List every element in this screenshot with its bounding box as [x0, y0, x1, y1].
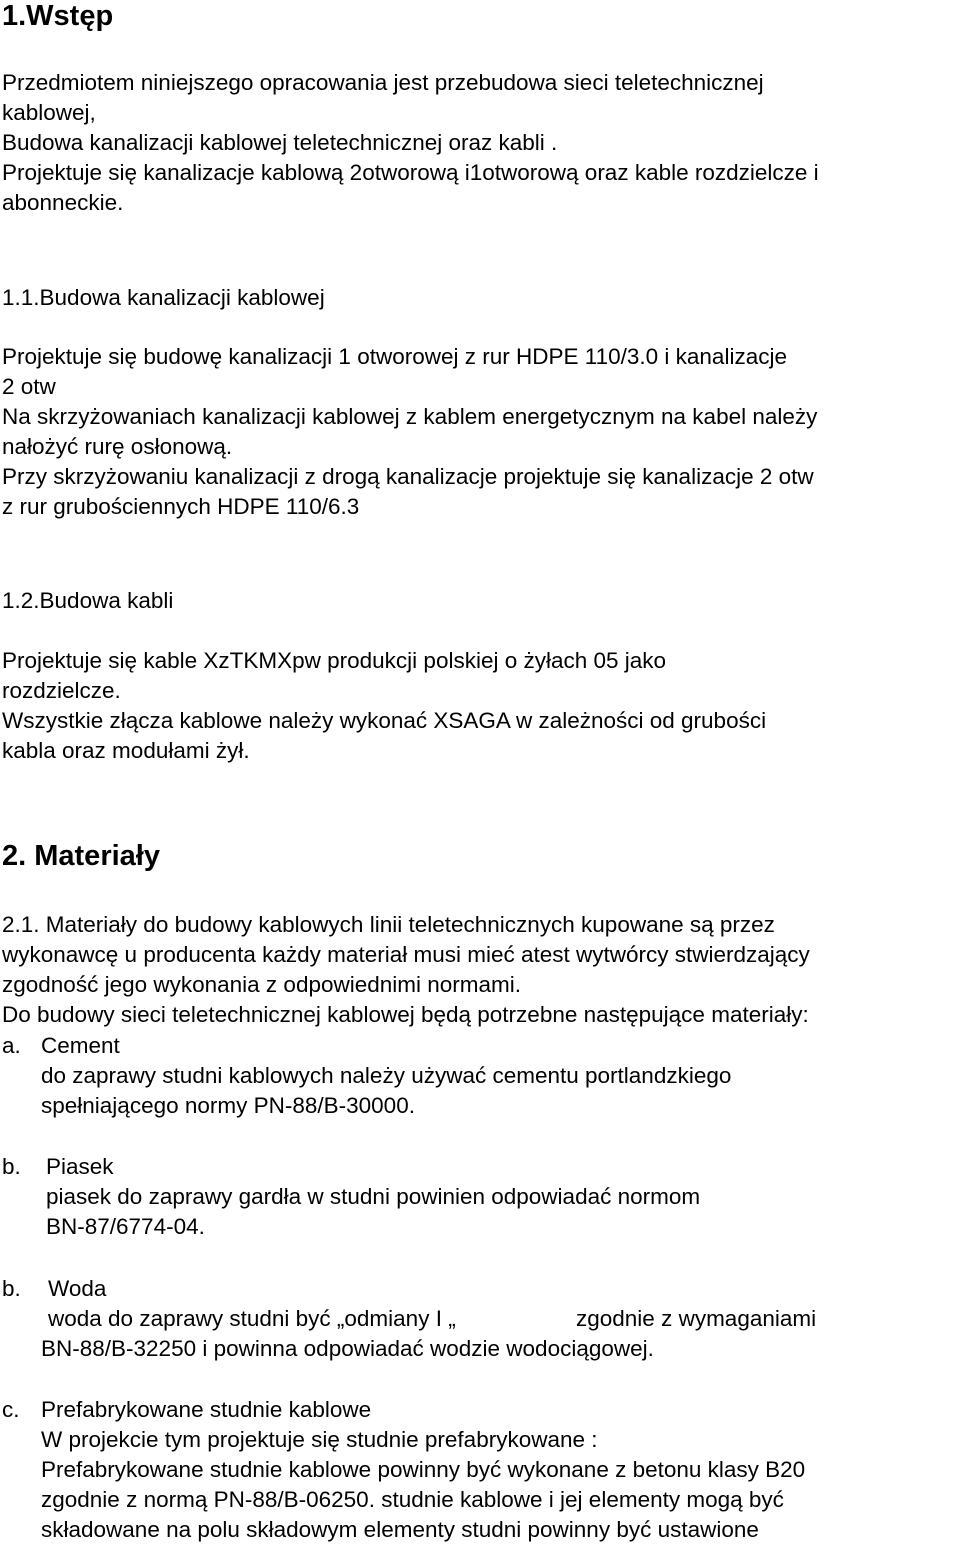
kanalizacja-line: z rur grubościennych HDPE 110/6.3 [2, 494, 360, 519]
list-marker: b. [2, 1154, 21, 1179]
material-title-studnie: Prefabrykowane studnie kablowe [41, 1397, 372, 1422]
kanalizacja-line: nałożyć rurę osłonową. [2, 434, 233, 459]
kanalizacja-line: Na skrzyżowaniach kanalizacji kablowej z kablem energetycznym na kabel należy [2, 404, 818, 429]
section-heading-materialy: 2. Materiały [2, 840, 160, 872]
kable-line: Projektuje się kable XzTKMXpw produkcji polskiej o żyłach 05 jako [2, 648, 667, 673]
material-line: woda do zaprawy studni być „odmiany I „ [48, 1306, 456, 1331]
section-heading-wstep: 1.Wstęp [2, 0, 114, 32]
kable-paragraph [2, 646, 766, 766]
materialy-line: zgodność jego wykonania z odpowiednimi normami. [2, 972, 522, 997]
material-body-woda [41, 1334, 654, 1364]
material-title-cement: Cement [41, 1033, 120, 1058]
material-title-woda: Woda [48, 1276, 107, 1301]
materialy-line: 2.1. Materiały do budowy kablowych linii teletechnicznych kupowane są przez [2, 912, 775, 937]
intro-paragraph [2, 68, 819, 218]
kable-line: Wszystkie złącza kablowe należy wykonać XSAGA w zależności od grubości [2, 708, 767, 733]
material-line: W projekcie tym projektuje się studnie prefabrykowane : [41, 1427, 598, 1452]
list-marker: a. [2, 1033, 21, 1058]
materialy-line: Do budowy sieci teletechnicznej kablowej będą potrzebne następujące materiały: [2, 1002, 809, 1027]
intro-line: kablowej, [2, 100, 96, 125]
material-body-studnie [41, 1425, 805, 1545]
material-line: BN-88/B-32250 i powinna odpowiadać wodzie wodociągowej. [41, 1336, 654, 1361]
list-marker: c. [2, 1397, 20, 1422]
material-line: spełniającego normy PN-88/B-30000. [41, 1093, 415, 1118]
kanalizacja-line: 2 otw [2, 374, 56, 399]
intro-line: Przedmiotem niniejszego opracowania jest przebudowa sieci teletechnicznej [2, 70, 764, 95]
material-line: do zaprawy studni kablowych należy używać cementu portlandzkiego [41, 1063, 732, 1088]
material-body-piasek [46, 1182, 700, 1242]
kable-line: kabla oraz modułami żył. [2, 738, 250, 763]
kanalizacja-line: Przy skrzyżowaniu kanalizacji z drogą kanalizacje projektuje się kanalizacje 2 otw [2, 464, 814, 489]
kanalizacja-paragraph [2, 342, 817, 522]
material-line: składowane na polu składowym elementy studni powinny być ustawione [41, 1517, 759, 1542]
materialy-line: wykonawcę u producenta każdy materiał musi mieć atest wytwórcy stwierdzający [2, 942, 810, 967]
intro-line: Budowa kanalizacji kablowej teletechnicznej oraz kabli . [2, 130, 558, 155]
material-line: BN-87/6774-04. [46, 1214, 205, 1239]
kanalizacja-line: Projektuje się budowę kanalizacji 1 otworowej z rur HDPE 110/3.0 i kanalizacje [2, 344, 787, 369]
material-line: piasek do zaprawy gardła w studni powinien odpowiadać normom [46, 1184, 701, 1209]
material-line: zgodnie z wymaganiami [576, 1306, 817, 1331]
intro-line: abonneckie. [2, 190, 124, 215]
material-line: Prefabrykowane studnie kablowe powinny być wykonane z betonu klasy B20 [41, 1457, 806, 1482]
subsection-heading-kanalizacja: 1.1.Budowa kanalizacji kablowej [2, 285, 325, 310]
kable-line: rozdzielcze. [2, 678, 121, 703]
intro-line: Projektuje się kanalizacje kablową 2otworową i1otworową oraz kable rozdzielcze i [2, 160, 819, 185]
material-line: zgodnie z normą PN-88/B-06250. studnie kablowe i jej elementy mogą być [41, 1487, 784, 1512]
materialy-paragraph [2, 910, 810, 1030]
subsection-heading-kable: 1.2.Budowa kabli [2, 588, 174, 613]
material-body-cement [41, 1061, 731, 1121]
list-marker: b. [2, 1276, 21, 1301]
material-title-piasek: Piasek [46, 1154, 114, 1179]
